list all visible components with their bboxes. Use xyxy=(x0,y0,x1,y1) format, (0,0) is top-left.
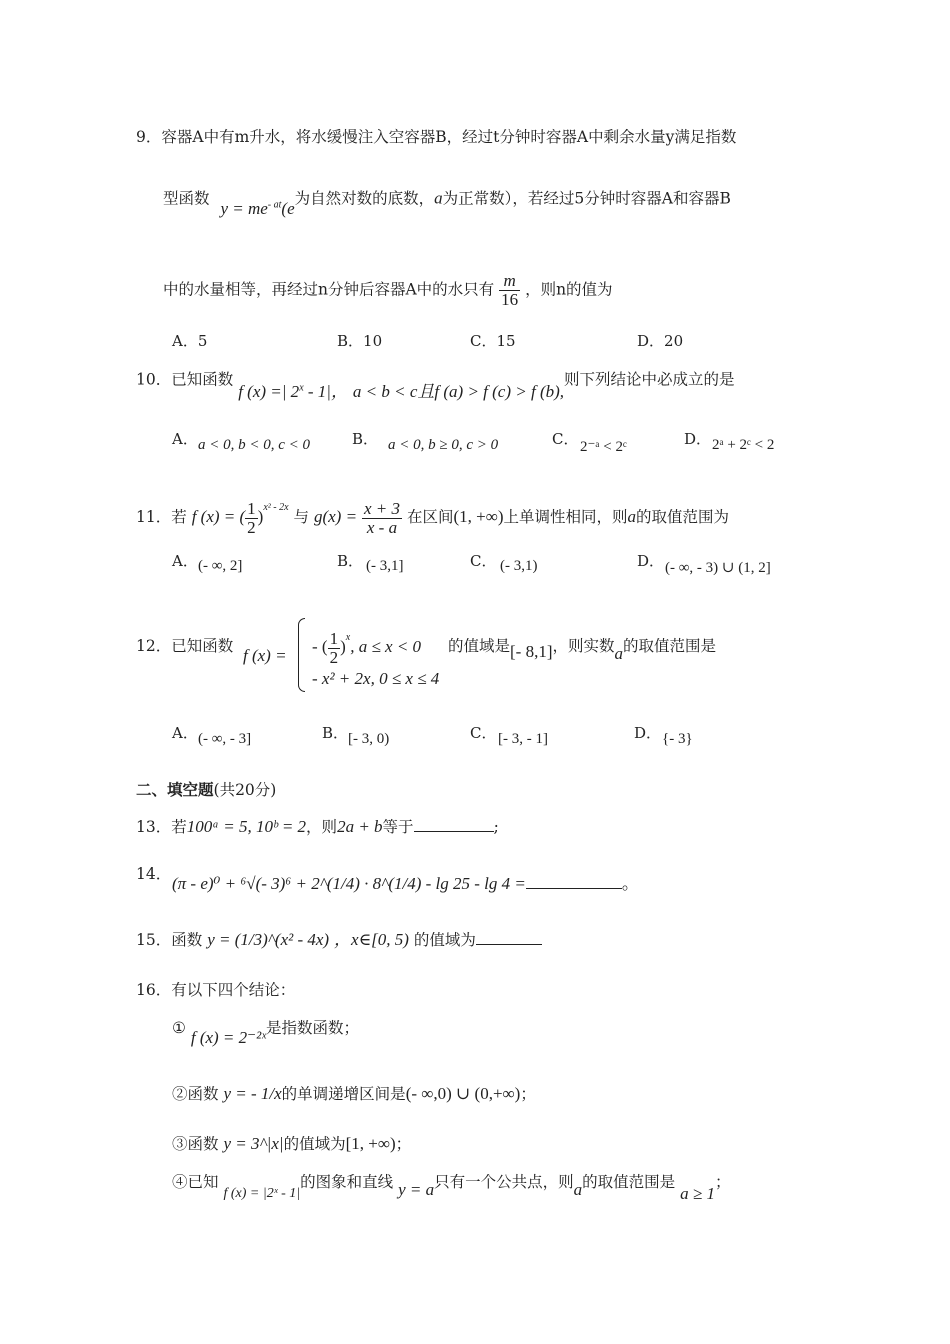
q12-line-rest xyxy=(448,636,717,663)
q15-domain: ，x∈[0, 5) xyxy=(334,930,409,949)
q12-piece2: - x² + 2x, 0 ≤ x ≤ 4 xyxy=(312,669,440,688)
q11-option-a-label: A． xyxy=(172,552,198,570)
q16-intro: 有以下四个结论： xyxy=(171,981,296,999)
q11-text-c: 在区间 xyxy=(406,508,454,526)
q12-option-d-label: D． xyxy=(634,724,662,742)
q12-f-def: f (x) = xyxy=(243,646,287,665)
q11-text-a: 若 xyxy=(171,508,187,526)
q12-option-a-label: A． xyxy=(172,724,198,742)
q11-text-d: 上单调性相同，则 xyxy=(503,508,628,526)
q11-f-num: 1 xyxy=(247,498,256,518)
question-number: 16． xyxy=(136,981,172,999)
q12-piece1-c: , a ≤ x < 0 xyxy=(350,637,422,656)
question-number: 12． xyxy=(136,637,172,655)
q12-option-d: {- 3} xyxy=(662,731,693,747)
q14-line xyxy=(172,874,639,894)
q10-option-b: a < 0, b ≥ 0, c > 0 xyxy=(388,437,499,453)
q12-piece1-den: 2 xyxy=(329,647,339,667)
q10-option-d: 2ᵃ + 2ᶜ < 2 xyxy=(712,437,775,453)
q16-item2-a: 函数 xyxy=(187,1085,219,1103)
q11-line: 11．若 f (x) = ( $\frac{1}{2}$ )$^{x^2 - 2x}$ 与 g(x) = $\frac{x + 3}{x - a}$ 在区间(1, +∞)上单调性相同，则a的取值范围为 xyxy=(136,498,730,537)
q16-item2-b: 的单调递增区间是 xyxy=(281,1085,406,1103)
q9-line3 xyxy=(163,272,613,309)
q12-var-a: a xyxy=(614,644,624,663)
q16-item4-line: y = a xyxy=(398,1180,435,1199)
q12-text-d: 的取值范围是 xyxy=(623,637,717,655)
q11-g-den: x - a xyxy=(366,517,398,537)
q12-range: [- 8,1] xyxy=(510,642,553,661)
q13-end: ; xyxy=(493,818,499,836)
q16-item3-a: 函数 xyxy=(187,1135,219,1153)
q12-option-a: (- ∞, - 3] xyxy=(198,731,252,747)
q9-frac-den: 16 xyxy=(501,290,519,309)
q11-option-b-label: B． xyxy=(337,552,364,570)
q11-option-d-label: D． xyxy=(637,552,665,570)
q15-text-a: 函数 xyxy=(171,931,203,949)
q10-option-c: 2⁻ᵃ < 2ᶜ xyxy=(580,439,627,455)
q12-option-c-label: C． xyxy=(470,724,497,742)
question-number: 15． xyxy=(136,931,172,949)
q16-item1-mark: ① xyxy=(172,1019,186,1037)
q9-text-2d: 为正常数），若经过5分钟时容器A和容器B xyxy=(442,189,731,208)
q9-text-2b: 为自然对数的底数， xyxy=(294,189,435,208)
q16-item1-text: 是指数函数； xyxy=(266,1019,360,1037)
q9-formula-paren: (e xyxy=(281,198,295,218)
q15-line xyxy=(136,930,542,950)
q16-item4-mark: ④ xyxy=(172,1173,188,1191)
q11-option-a: (- ∞, 2] xyxy=(198,558,243,574)
q11-g-num: x + 3 xyxy=(363,498,401,518)
q11-f-exp: x² - 2x xyxy=(263,502,289,513)
q9-text-3b: ，则n的值为 xyxy=(525,280,613,299)
q10-option-a: a < 0, b < 0, c < 0 xyxy=(198,437,311,453)
q11-option-c-label: C． xyxy=(470,552,497,570)
q11-option-d: (- ∞, - 3) ∪ (1, 2] xyxy=(665,560,771,576)
q12-brace xyxy=(298,618,305,692)
q12-option-b-label: B． xyxy=(322,724,349,742)
q13-expression-2: 2a + b xyxy=(337,817,383,836)
q16-item4-var: a xyxy=(573,1180,583,1199)
q9-line2 xyxy=(163,185,731,218)
q11-g-fraction xyxy=(362,500,402,537)
q11-g-def: g(x) = xyxy=(313,507,358,526)
q9-line1 xyxy=(136,127,736,147)
q16-item3-expression: y = 3^|x| xyxy=(223,1134,284,1153)
q13-text-a: 若 xyxy=(171,818,187,836)
q16-item2-interval: (- ∞,0) ∪ (0,+∞) xyxy=(405,1084,521,1103)
q15-text-b: 的值域为 xyxy=(413,931,476,949)
question-number: 11． xyxy=(136,508,172,526)
section-heading xyxy=(136,780,276,800)
section-points: (共20分) xyxy=(213,781,277,799)
q9-text-1: 容器A中有m升水，将水缓慢注入空容器B，经过t分钟时容器A中剩余水量y满足指数 xyxy=(161,128,737,146)
q11-option-c: (- 3,1) xyxy=(500,558,538,574)
q9-formula xyxy=(220,199,281,218)
q12-piece1-a: - ( xyxy=(312,637,328,656)
q15-answer-blank[interactable] xyxy=(476,930,542,945)
q10-condition: a < b < c且f (a) > f (c) > f (b), xyxy=(352,381,565,401)
q12-option-b: [- 3, 0) xyxy=(348,731,390,747)
q12-piece1-fraction xyxy=(328,630,341,667)
q16-item1-expression: f (x) = 2⁻²ˣ xyxy=(190,1028,267,1047)
q12-piece1 xyxy=(312,620,421,667)
q10-line xyxy=(136,366,735,401)
q16-item4-expression: f (x) = |2ˣ - 1| xyxy=(223,1186,301,1201)
question-number: 13． xyxy=(136,818,172,836)
q10-formula-exp: x xyxy=(299,382,304,393)
q13-line xyxy=(136,817,499,837)
q11-text-e: 的取值范围为 xyxy=(636,508,730,526)
q10-formula xyxy=(238,382,348,401)
q13-text-c: 等于 xyxy=(382,818,414,836)
q12-text-c: ，则实数 xyxy=(552,637,615,655)
q14-answer-blank[interactable] xyxy=(526,878,622,889)
q16-item3-range: [1, +∞) xyxy=(345,1134,396,1153)
q9-option-a: A．5 xyxy=(172,332,208,350)
q9-var-a: a xyxy=(434,188,443,208)
q11-var-a: a xyxy=(627,507,637,526)
q12-piece1-exp: x xyxy=(345,632,351,643)
q16-item2-expression: y = - 1/x xyxy=(223,1084,282,1103)
q16-item2 xyxy=(172,1084,536,1104)
q16-item3 xyxy=(172,1134,411,1154)
question-number: 10． xyxy=(136,370,172,389)
q9-formula-base: y = me xyxy=(220,198,268,218)
q10-formula-base: f (x) =| 2 xyxy=(238,381,300,401)
q12-text-a: 已知函数 xyxy=(171,637,234,655)
q10-option-a-label: A． xyxy=(172,430,198,448)
q16-item4-d: 的取值范围是 xyxy=(582,1173,676,1191)
q9-option-c: C．15 xyxy=(470,332,516,350)
q11-text-b: 与 xyxy=(293,508,310,526)
q16-item2-end: ； xyxy=(520,1085,536,1103)
q12-piece1-b: ) xyxy=(340,637,346,656)
q12-piece1-num: 1 xyxy=(329,628,339,648)
q13-answer-blank[interactable] xyxy=(414,817,494,832)
q9-option-b: B．10 xyxy=(337,332,383,350)
q9-formula-exp: - at xyxy=(267,199,282,210)
q16-item4-c: 只有一个公共点，则 xyxy=(434,1173,574,1191)
q11-interval: (1, +∞) xyxy=(453,507,504,526)
q9-text-3a: 中的水量相等，再经过n分钟后容器A中的水只有 xyxy=(163,280,495,299)
q10-text-b: 则下列结论中必成立的是 xyxy=(564,370,735,389)
q16-item4 xyxy=(172,1172,731,1203)
q11-f-den: 2 xyxy=(247,517,256,537)
q14-end: 。 xyxy=(621,874,639,893)
q16-item1 xyxy=(172,1018,360,1047)
q10-formula-tail: - 1|， xyxy=(303,381,348,401)
q16-item4-range: a ≥ 1 xyxy=(680,1184,715,1203)
q11-f-fraction xyxy=(245,500,258,537)
q10-option-b-label: B． xyxy=(352,430,379,448)
q9-text-2a: 型函数 xyxy=(163,189,210,208)
q16-item4-a: 已知 xyxy=(187,1173,219,1191)
q12-line xyxy=(136,636,233,656)
q14-expression: (π - e)⁰ + ⁶√(- 3)⁶ + 2^(1/4) · 8^(1/4) - lg 25 - lg 4 = xyxy=(172,874,526,893)
q12-text-b: 的值域是 xyxy=(448,637,511,655)
q16-item3-end: ； xyxy=(395,1135,412,1153)
q11-option-b: (- 3,1] xyxy=(366,558,404,574)
q12-option-c: [- 3, - 1] xyxy=(498,731,548,747)
q16-item4-b: 的图象和直线 xyxy=(300,1173,394,1191)
q14-number: 14． xyxy=(136,865,172,883)
section-title: 二、填空题 xyxy=(136,780,214,799)
q16-item3-b: 的值域为 xyxy=(283,1135,346,1153)
q13-text-b: ，则 xyxy=(306,818,338,836)
q16-item4-end: ； xyxy=(714,1173,731,1191)
q9-frac-num: m xyxy=(499,272,520,291)
q10-option-c-label: C． xyxy=(552,430,579,448)
q16-line xyxy=(136,980,295,1000)
q16-item2-mark: ② xyxy=(172,1085,188,1103)
q9-fraction xyxy=(499,272,520,309)
q9-option-d: D．20 xyxy=(637,332,684,350)
question-number: 9． xyxy=(136,128,162,146)
q11-f-def: f (x) = ( xyxy=(191,507,246,526)
q10-option-d-label: D． xyxy=(684,430,712,448)
q13-expression: 100ᵃ = 5, 10ᵇ = 2 xyxy=(186,817,307,836)
q10-text-a: 已知函数 xyxy=(171,370,234,389)
q15-expression: y = (1/3)^(x² - 4x) xyxy=(207,930,330,949)
q16-item3-mark: ③ xyxy=(172,1135,188,1153)
